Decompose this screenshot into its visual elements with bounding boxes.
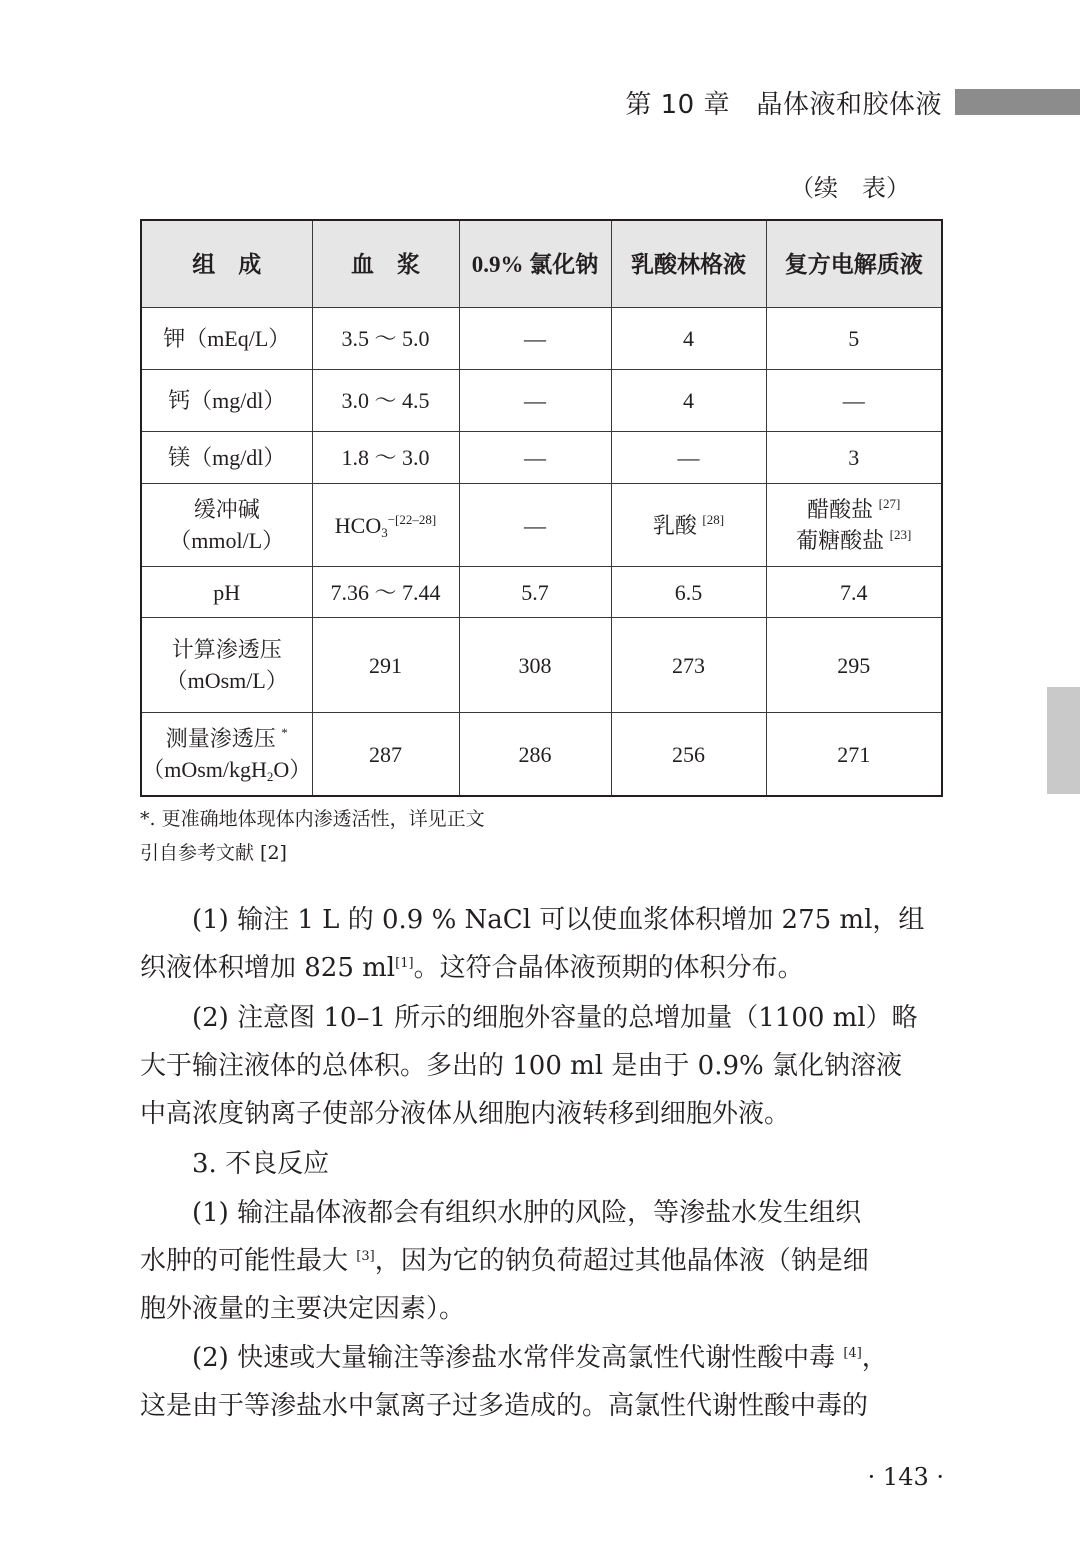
table-cell: — (611, 432, 766, 484)
table-cell: 271 (766, 713, 942, 797)
paragraph-line (140, 1237, 941, 1285)
text-run: 。这符合晶体液预期的体积分布。 (413, 953, 804, 983)
paragraph (140, 1334, 941, 1430)
text-run: ， (861, 1343, 888, 1373)
table-cell (611, 484, 766, 567)
paragraph-line: 这是由于等渗盐水中氯离子过多造成的。高氯性代谢性酸中毒的 (140, 1391, 869, 1421)
subscript: 3 (381, 524, 388, 540)
text-run: ，因为它的钠负荷超过其他晶体液（钠是细 (374, 1246, 869, 1276)
table-cell: 256 (611, 713, 766, 797)
row-label-line: （mmol/L） (169, 528, 285, 553)
row-label-line: 缓冲碱 (193, 497, 260, 522)
row-label-line: O） (273, 757, 312, 782)
side-thumb-tab (1047, 687, 1080, 794)
table-cell: 291 (312, 618, 459, 713)
paragraph-line (140, 1334, 941, 1382)
table-cell: 7.36 ～ 7.44 (312, 567, 459, 618)
citation-sup: [28] (702, 511, 725, 527)
table-cell (312, 484, 459, 567)
table-cell: — (459, 484, 611, 567)
column-header: 乳酸林格液 (611, 220, 766, 308)
electrolyte-table (140, 219, 943, 797)
text-run: 织液体积增加 825 ml (140, 953, 396, 983)
row-label-line: 测量渗透压 (165, 726, 282, 751)
section-heading (140, 1140, 941, 1188)
table-row (141, 308, 942, 370)
row-label (141, 618, 312, 713)
lactate-text: 乳酸 (652, 512, 703, 538)
table-cell: 6.5 (611, 567, 766, 618)
table-footnote: *. 更准确地体现体内渗透活性，详见正文 (140, 808, 485, 830)
table-cell: 273 (611, 618, 766, 713)
row-label: 镁（mg/dl） (141, 432, 312, 484)
citation-sup: [4] (843, 1346, 862, 1361)
table-cell: 4 (611, 370, 766, 432)
row-label (141, 484, 312, 567)
header-decor-bar (955, 89, 1080, 115)
section-heading-text: 3. 不良反应 (192, 1149, 330, 1179)
subscript: 2 (266, 769, 274, 784)
table-cell: 1.8 ～ 3.0 (312, 432, 459, 484)
text-run: (2) 快速或大量输注等渗盐水常伴发高氯性代谢性酸中毒 (192, 1343, 844, 1373)
table-row (141, 484, 942, 567)
paragraph-line: 胞外液量的主要决定因素）。 (140, 1294, 466, 1324)
table-cell: 295 (766, 618, 942, 713)
paragraph-line: (1) 输注晶体液都会有组织水肿的风险，等渗盐水发生组织 (192, 1198, 862, 1228)
table-row (141, 713, 942, 797)
table-cell: 3.0 ～ 4.5 (312, 370, 459, 432)
table-cell: — (459, 370, 611, 432)
row-label (141, 713, 312, 797)
acetate-text: 醋酸盐 (807, 497, 879, 522)
table-cell (766, 484, 942, 567)
citation-sup: [1] (395, 956, 414, 971)
bicarbonate-text: HCO (334, 512, 382, 538)
table-row (141, 567, 942, 618)
table-cell: 4 (611, 308, 766, 370)
asterisk-sup: * (281, 725, 288, 740)
column-header: 组 成 (141, 220, 312, 308)
citation-sup: [3] (356, 1249, 375, 1264)
table-cell: — (459, 432, 611, 484)
citation-sup: [23] (889, 527, 912, 542)
table-cell: — (459, 308, 611, 370)
table-cell: 3 (766, 432, 942, 484)
citation-sup: [27] (878, 496, 901, 511)
column-header: 0.9% 氯化钠 (459, 220, 611, 308)
table-cell: 5.7 (459, 567, 611, 618)
paragraph-line: (1) 输注 1 L 的 0.9 % NaCl 可以使血浆体积增加 275 ml，组 (192, 905, 925, 935)
table-continued-label: （续 表） (790, 174, 910, 202)
table-cell: 3.5 ～ 5.0 (312, 308, 459, 370)
row-label: pH (141, 567, 312, 618)
paragraph (140, 1189, 941, 1333)
text-run: 水肿的可能性最大 (140, 1246, 357, 1276)
row-label: 钾（mEq/L） (141, 308, 312, 370)
gluconate-text: 葡糖酸盐 (796, 528, 890, 553)
table-cell: 5 (766, 308, 942, 370)
table-cell: 7.4 (766, 567, 942, 618)
column-header: 复方电解质液 (766, 220, 942, 308)
chapter-title: 第 10 章 晶体液和胶体液 (625, 90, 942, 120)
paragraph (140, 896, 941, 992)
paragraph (140, 994, 941, 1138)
table-cell: 286 (459, 713, 611, 797)
table-cell: — (766, 370, 942, 432)
paragraph-line: 大于输注液体的总体积。多出的 100 ml 是由于 0.9% 氯化钠溶液 (140, 1051, 902, 1081)
page-number: · 143 · (867, 1463, 944, 1491)
table-cell: 308 (459, 618, 611, 713)
table-cell: 287 (312, 713, 459, 797)
paragraph-line: 中高浓度钠离子使部分液体从细胞内液转移到细胞外液。 (140, 1099, 791, 1129)
row-label-line: （mOsm/L） (165, 668, 288, 693)
citation-sup: −[22–28] (387, 511, 437, 527)
column-header: 血 浆 (312, 220, 459, 308)
row-label: 钙（mg/dl） (141, 370, 312, 432)
table-header-row (141, 220, 942, 308)
row-label-line: 计算渗透压 (171, 637, 282, 662)
table-source-note: 引自参考文献 [2] (140, 842, 287, 864)
paragraph-line (140, 944, 941, 992)
table-row (141, 370, 942, 432)
paragraph-line: (2) 注意图 10–1 所示的细胞外容量的总增加量（1100 ml）略 (192, 1003, 918, 1033)
row-label-line: （mOsm/kgH (142, 757, 267, 782)
table-row (141, 618, 942, 713)
table-row (141, 432, 942, 484)
